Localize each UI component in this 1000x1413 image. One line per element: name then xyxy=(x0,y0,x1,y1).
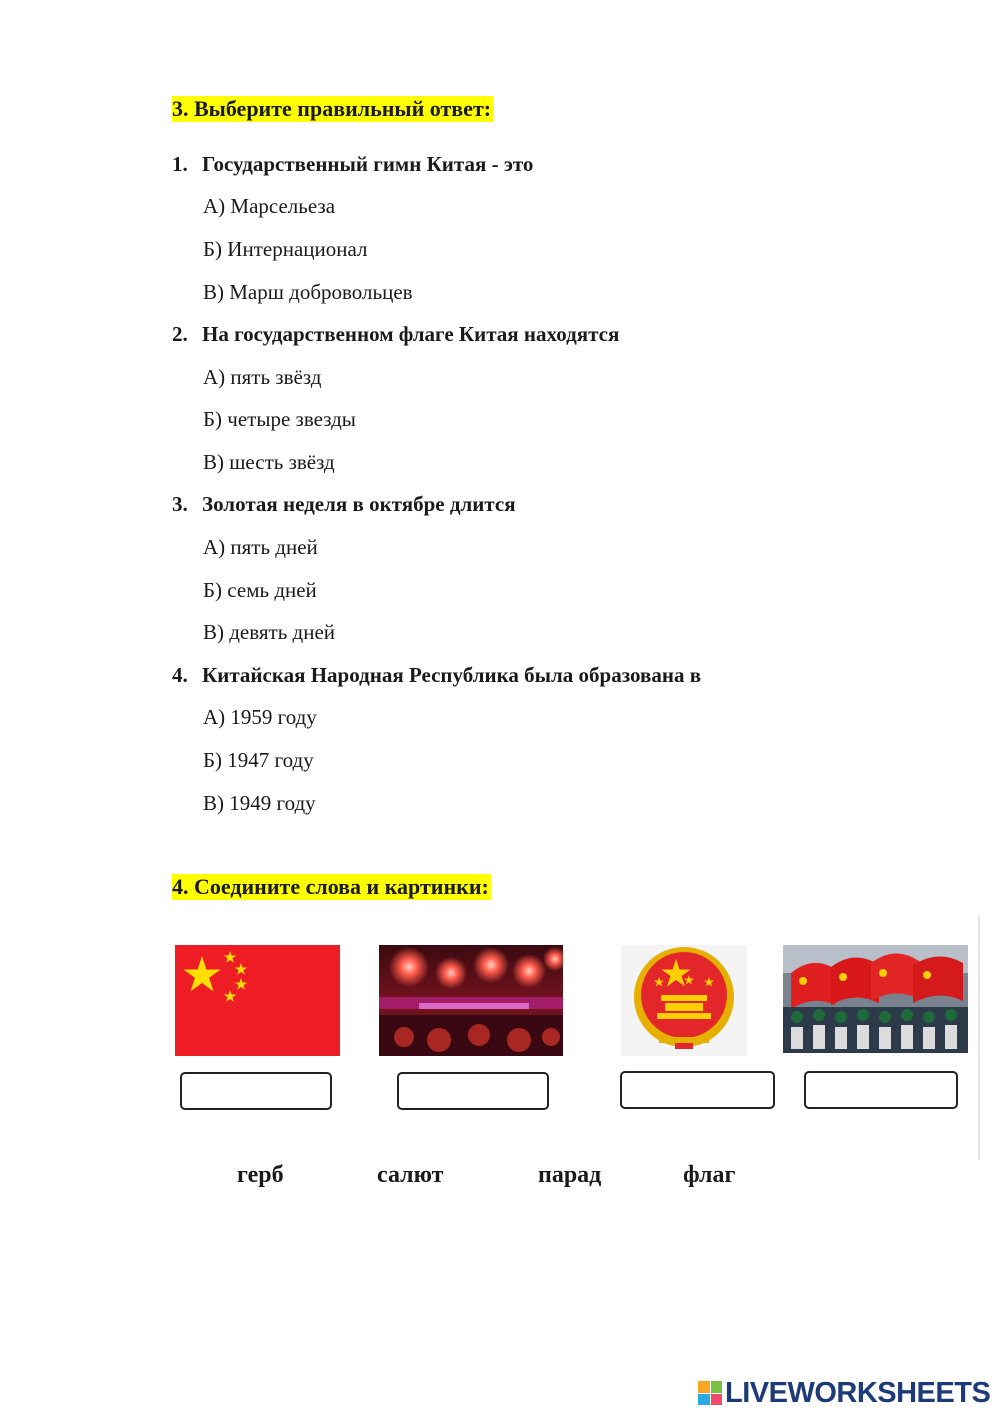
parade-image xyxy=(783,945,968,1053)
q4-option-b[interactable]: Б) 1947 году xyxy=(203,748,314,772)
question-text: На государственном флаге Китая находятся xyxy=(202,322,620,346)
word-parade[interactable]: парад xyxy=(538,1162,602,1188)
liveworksheets-logo[interactable] xyxy=(698,1377,990,1409)
national-emblem-icon xyxy=(621,945,747,1056)
china-flag-icon xyxy=(175,945,340,1056)
answer-box-1[interactable] xyxy=(180,1072,332,1110)
flag-image xyxy=(175,945,340,1056)
answer-box-3[interactable] xyxy=(620,1071,775,1109)
question-1 xyxy=(172,151,533,177)
parade-icon xyxy=(783,945,968,1053)
q4-option-c[interactable]: В) 1949 году xyxy=(203,791,316,815)
q3-option-b[interactable]: Б) семь дней xyxy=(203,578,317,602)
question-text: Китайская Народная Республика была образована в xyxy=(202,663,702,687)
logo-text-main: LIVEWORKSHEETS xyxy=(725,1376,991,1409)
logo-mark-icon xyxy=(698,1381,722,1405)
q3-option-c[interactable]: В) девять дней xyxy=(203,620,336,644)
question-2 xyxy=(172,321,619,347)
fireworks-image xyxy=(379,945,563,1056)
question-text: Государственный гимн Китая - это xyxy=(202,152,534,176)
question-4 xyxy=(172,662,701,688)
question-number: 3. xyxy=(172,492,188,516)
q2-option-c[interactable]: В) шесть звёзд xyxy=(203,450,335,474)
question-number: 4. xyxy=(172,663,188,687)
question-text: Золотая неделя в октябре длится xyxy=(202,492,516,516)
fireworks-icon xyxy=(379,945,563,1056)
word-fireworks[interactable]: салют xyxy=(377,1162,444,1188)
q1-option-a[interactable]: А) Марсельеза xyxy=(203,194,336,218)
question-number: 1. xyxy=(172,152,188,176)
q1-option-c[interactable]: В) Марш добровольцев xyxy=(203,280,413,304)
answer-box-4[interactable] xyxy=(804,1071,958,1109)
word-coat-of-arms[interactable]: герб xyxy=(237,1162,284,1188)
question-3 xyxy=(172,491,516,517)
question-number: 2. xyxy=(172,322,188,346)
answer-box-2[interactable] xyxy=(397,1072,549,1110)
section-3-title: 3. Выберите правильный ответ: xyxy=(172,96,492,121)
q1-option-b[interactable]: Б) Интернационал xyxy=(203,237,368,261)
q2-option-a[interactable]: А) пять звёзд xyxy=(203,365,322,389)
emblem-image xyxy=(621,945,747,1056)
q2-option-b[interactable]: Б) четыре звезды xyxy=(203,407,356,431)
logo-text xyxy=(725,1377,990,1410)
q4-option-a[interactable]: А) 1959 году xyxy=(203,705,317,729)
section-4-title: 4. Соедините слова и картинки: xyxy=(172,874,489,899)
q3-option-a[interactable]: А) пять дней xyxy=(203,535,318,559)
word-flag[interactable]: флаг xyxy=(683,1162,736,1188)
page-edge-divider xyxy=(978,915,980,1160)
